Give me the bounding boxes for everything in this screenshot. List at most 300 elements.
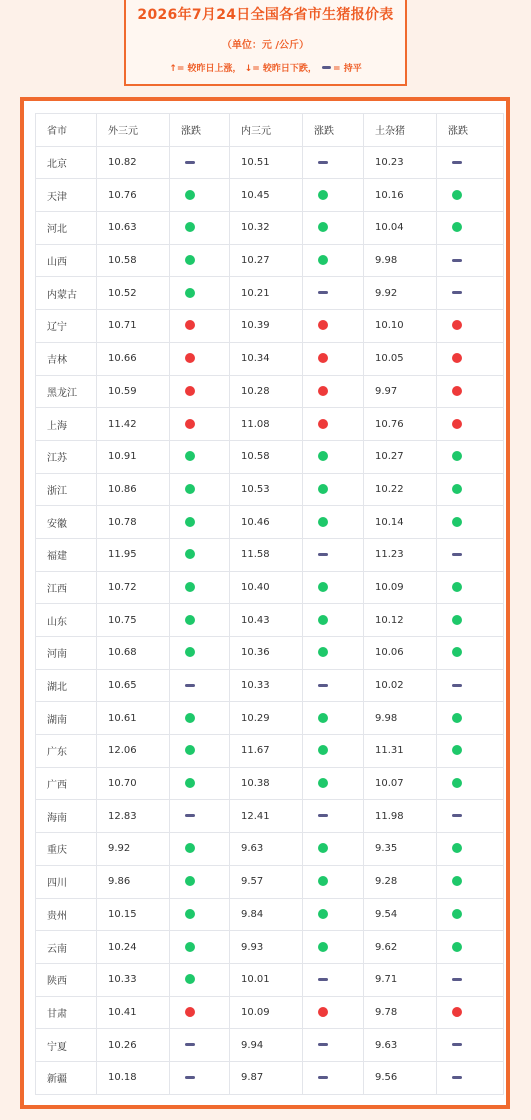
- nei-change-cell: [303, 996, 364, 1029]
- nei-price-cell: 10.29: [230, 702, 303, 735]
- tu-change-cell: [437, 571, 504, 604]
- tu-change-cell: [437, 702, 504, 735]
- table-row: [36, 702, 504, 735]
- down-dot-icon: [318, 190, 328, 200]
- down-dot-icon: [318, 615, 328, 625]
- table-row: [36, 963, 504, 996]
- nei-change-cell: [303, 571, 364, 604]
- up-dot-icon: [318, 320, 328, 330]
- wai-change-cell: [170, 375, 230, 408]
- up-dot-icon: [452, 353, 462, 363]
- up-dot-icon: [185, 1007, 195, 1017]
- table-row: [36, 571, 504, 604]
- table-row: [36, 669, 504, 702]
- wai-price-cell: 10.68: [97, 637, 170, 670]
- wai-price-cell: 10.52: [97, 277, 170, 310]
- tu-price-cell: 10.14: [364, 506, 437, 539]
- wai-price-cell: 10.63: [97, 212, 170, 245]
- down-dot-icon: [452, 222, 462, 232]
- province-cell: 江西: [36, 571, 97, 604]
- wai-price-cell: 10.91: [97, 440, 170, 473]
- tu-price-cell: 9.92: [364, 277, 437, 310]
- nei-change-cell: [303, 473, 364, 506]
- down-dot-icon: [185, 484, 195, 494]
- flat-dash-icon: [318, 291, 328, 294]
- up-dot-icon: [452, 320, 462, 330]
- down-dot-icon: [185, 909, 195, 919]
- nei-price-cell: 11.58: [230, 538, 303, 571]
- nei-price-cell: 10.36: [230, 637, 303, 670]
- nei-change-cell: [303, 865, 364, 898]
- down-dot-icon: [185, 517, 195, 527]
- tu-change-cell: [437, 735, 504, 768]
- flat-dash-icon: [452, 978, 462, 981]
- flat-dash-icon: [318, 1076, 328, 1079]
- wai-change-cell: [170, 342, 230, 375]
- wai-change-cell: [170, 212, 230, 245]
- wai-price-cell: 9.92: [97, 833, 170, 866]
- table-row: [36, 473, 504, 506]
- province-cell: 陕西: [36, 963, 97, 996]
- column-header-nei-san-yuan: 内三元: [230, 114, 303, 147]
- down-dot-icon: [452, 713, 462, 723]
- wai-change-cell: [170, 996, 230, 1029]
- nei-price-cell: 10.32: [230, 212, 303, 245]
- down-dot-icon: [452, 876, 462, 886]
- wai-change-cell: [170, 767, 230, 800]
- wai-price-cell: 10.65: [97, 669, 170, 702]
- table-row: [36, 931, 504, 964]
- down-dot-icon: [318, 255, 328, 265]
- wai-price-cell: 10.15: [97, 898, 170, 931]
- province-cell: 安徽: [36, 506, 97, 539]
- flat-dash-icon: [185, 161, 195, 164]
- province-cell: 山西: [36, 244, 97, 277]
- tu-change-cell: [437, 604, 504, 637]
- nei-price-cell: 9.94: [230, 1029, 303, 1062]
- flat-dash-icon: [185, 814, 195, 817]
- down-dot-icon: [185, 451, 195, 461]
- tu-price-cell: 10.12: [364, 604, 437, 637]
- province-cell: 贵州: [36, 898, 97, 931]
- down-dot-icon: [452, 190, 462, 200]
- down-dot-icon: [185, 190, 195, 200]
- table-row: [36, 996, 504, 1029]
- nei-price-cell: 10.09: [230, 996, 303, 1029]
- wai-price-cell: 10.86: [97, 473, 170, 506]
- table-row: [36, 865, 504, 898]
- nei-price-cell: 10.46: [230, 506, 303, 539]
- nei-change-cell: [303, 506, 364, 539]
- up-dot-icon: [318, 1007, 328, 1017]
- tu-change-cell: [437, 833, 504, 866]
- wai-price-cell: 10.61: [97, 702, 170, 735]
- wai-change-cell: [170, 931, 230, 964]
- nei-price-cell: 9.93: [230, 931, 303, 964]
- table-row: [36, 408, 504, 441]
- nei-price-cell: 10.28: [230, 375, 303, 408]
- down-dot-icon: [185, 615, 195, 625]
- province-cell: 北京: [36, 146, 97, 179]
- table-row: [36, 767, 504, 800]
- province-cell: 重庆: [36, 833, 97, 866]
- column-header-nei-change: 涨跌: [303, 114, 364, 147]
- down-dot-icon: [318, 517, 328, 527]
- province-cell: 天津: [36, 179, 97, 212]
- tu-change-cell: [437, 865, 504, 898]
- wai-price-cell: 10.72: [97, 571, 170, 604]
- flat-dash-icon: [318, 1043, 328, 1046]
- up-dot-icon: [452, 1007, 462, 1017]
- report-header: [124, 0, 407, 86]
- tu-price-cell: 10.05: [364, 342, 437, 375]
- report-title: 2026年7月24日全国各省市生猪报价表: [137, 7, 394, 23]
- table-body: [36, 146, 504, 1094]
- down-dot-icon: [185, 713, 195, 723]
- nei-change-cell: [303, 212, 364, 245]
- down-dot-icon: [452, 451, 462, 461]
- tu-change-cell: [437, 996, 504, 1029]
- wai-price-cell: 9.86: [97, 865, 170, 898]
- province-cell: 四川: [36, 865, 97, 898]
- down-dot-icon: [452, 647, 462, 657]
- flat-dash-icon: [185, 1076, 195, 1079]
- nei-change-cell: [303, 800, 364, 833]
- tu-price-cell: 10.09: [364, 571, 437, 604]
- wai-price-cell: 12.06: [97, 735, 170, 768]
- wai-price-cell: 10.75: [97, 604, 170, 637]
- tu-change-cell: [437, 506, 504, 539]
- tu-change-cell: [437, 931, 504, 964]
- flat-dash-icon: [318, 814, 328, 817]
- up-dot-icon: [185, 320, 195, 330]
- tu-change-cell: [437, 1029, 504, 1062]
- tu-price-cell: 9.71: [364, 963, 437, 996]
- tu-price-cell: 9.62: [364, 931, 437, 964]
- price-table: [35, 113, 504, 1095]
- nei-price-cell: 10.34: [230, 342, 303, 375]
- wai-price-cell: 11.95: [97, 538, 170, 571]
- table-row: [36, 735, 504, 768]
- flat-dash-icon: [452, 259, 462, 262]
- province-cell: 吉林: [36, 342, 97, 375]
- nei-change-cell: [303, 702, 364, 735]
- down-dot-icon: [185, 549, 195, 559]
- tu-price-cell: 11.98: [364, 800, 437, 833]
- nei-change-cell: [303, 637, 364, 670]
- wai-change-cell: [170, 244, 230, 277]
- table-row: [36, 440, 504, 473]
- wai-price-cell: 10.58: [97, 244, 170, 277]
- wai-change-cell: [170, 440, 230, 473]
- down-dot-icon: [185, 745, 195, 755]
- flat-dash-icon: [452, 1076, 462, 1079]
- wai-price-cell: 10.59: [97, 375, 170, 408]
- down-dot-icon: [185, 582, 195, 592]
- tu-price-cell: 9.97: [364, 375, 437, 408]
- tu-price-cell: 10.23: [364, 146, 437, 179]
- down-dot-icon: [452, 517, 462, 527]
- province-cell: 海南: [36, 800, 97, 833]
- tu-price-cell: 10.10: [364, 310, 437, 343]
- table-row: [36, 310, 504, 343]
- tu-change-cell: [437, 440, 504, 473]
- table-frame: [20, 97, 510, 1109]
- nei-price-cell: 9.84: [230, 898, 303, 931]
- up-dot-icon: [318, 386, 328, 396]
- column-header-tu-za-zhu: 土杂猪: [364, 114, 437, 147]
- province-cell: 甘肃: [36, 996, 97, 1029]
- nei-price-cell: 10.40: [230, 571, 303, 604]
- table-row: [36, 637, 504, 670]
- table-row: [36, 833, 504, 866]
- tu-price-cell: 10.16: [364, 179, 437, 212]
- nei-price-cell: 12.41: [230, 800, 303, 833]
- table-row: [36, 506, 504, 539]
- table-row: [36, 604, 504, 637]
- tu-change-cell: [437, 538, 504, 571]
- wai-change-cell: [170, 408, 230, 441]
- down-dot-icon: [318, 484, 328, 494]
- nei-price-cell: 9.87: [230, 1061, 303, 1094]
- province-cell: 江苏: [36, 440, 97, 473]
- table-row: [36, 146, 504, 179]
- nei-change-cell: [303, 244, 364, 277]
- up-dot-icon: [318, 353, 328, 363]
- wai-change-cell: [170, 179, 230, 212]
- wai-price-cell: 10.71: [97, 310, 170, 343]
- down-dot-icon: [318, 222, 328, 232]
- flat-dash-icon: [185, 1043, 195, 1046]
- table-row: [36, 179, 504, 212]
- tu-price-cell: 9.63: [364, 1029, 437, 1062]
- nei-change-cell: [303, 1029, 364, 1062]
- tu-change-cell: [437, 277, 504, 310]
- flat-dash-icon: [318, 684, 328, 687]
- flat-dash-icon: [452, 814, 462, 817]
- table-row: [36, 375, 504, 408]
- tu-change-cell: [437, 767, 504, 800]
- up-dot-icon: [185, 353, 195, 363]
- down-dot-icon: [185, 222, 195, 232]
- nei-price-cell: 11.67: [230, 735, 303, 768]
- tu-change-cell: [437, 244, 504, 277]
- down-dot-icon: [185, 876, 195, 886]
- wai-change-cell: [170, 800, 230, 833]
- nei-change-cell: [303, 440, 364, 473]
- down-dot-icon: [452, 484, 462, 494]
- tu-price-cell: 9.28: [364, 865, 437, 898]
- province-cell: 广东: [36, 735, 97, 768]
- nei-price-cell: 10.01: [230, 963, 303, 996]
- province-cell: 湖南: [36, 702, 97, 735]
- tu-change-cell: [437, 963, 504, 996]
- province-cell: 辽宁: [36, 310, 97, 343]
- table-header-row: [36, 114, 504, 147]
- wai-change-cell: [170, 310, 230, 343]
- tu-change-cell: [437, 375, 504, 408]
- nei-price-cell: 10.33: [230, 669, 303, 702]
- down-dot-icon: [452, 843, 462, 853]
- tu-change-cell: [437, 212, 504, 245]
- wai-price-cell: 10.78: [97, 506, 170, 539]
- flat-dash-icon: [452, 1043, 462, 1046]
- province-cell: 上海: [36, 408, 97, 441]
- nei-price-cell: 10.38: [230, 767, 303, 800]
- tu-price-cell: 9.56: [364, 1061, 437, 1094]
- province-cell: 云南: [36, 931, 97, 964]
- tu-change-cell: [437, 473, 504, 506]
- down-dot-icon: [452, 909, 462, 919]
- tu-price-cell: 11.31: [364, 735, 437, 768]
- legend-down-text: ↓= 较昨日下跌，: [244, 64, 317, 74]
- wai-change-cell: [170, 702, 230, 735]
- table-row: [36, 898, 504, 931]
- wai-price-cell: 10.82: [97, 146, 170, 179]
- tu-change-cell: [437, 146, 504, 179]
- province-cell: 福建: [36, 538, 97, 571]
- tu-price-cell: 10.06: [364, 637, 437, 670]
- province-cell: 广西: [36, 767, 97, 800]
- table-row: [36, 244, 504, 277]
- tu-price-cell: 10.22: [364, 473, 437, 506]
- down-dot-icon: [318, 582, 328, 592]
- down-dot-icon: [185, 974, 195, 984]
- wai-change-cell: [170, 898, 230, 931]
- tu-price-cell: 9.98: [364, 244, 437, 277]
- nei-change-cell: [303, 767, 364, 800]
- nei-change-cell: [303, 342, 364, 375]
- wai-change-cell: [170, 604, 230, 637]
- nei-change-cell: [303, 931, 364, 964]
- province-cell: 河南: [36, 637, 97, 670]
- province-cell: 宁夏: [36, 1029, 97, 1062]
- nei-price-cell: 9.63: [230, 833, 303, 866]
- flat-dash-icon: [452, 684, 462, 687]
- wai-price-cell: 10.66: [97, 342, 170, 375]
- tu-change-cell: [437, 179, 504, 212]
- nei-price-cell: 10.45: [230, 179, 303, 212]
- wai-change-cell: [170, 637, 230, 670]
- nei-change-cell: [303, 277, 364, 310]
- tu-price-cell: 9.35: [364, 833, 437, 866]
- tu-price-cell: 11.23: [364, 538, 437, 571]
- wai-change-cell: [170, 833, 230, 866]
- nei-change-cell: [303, 146, 364, 179]
- down-dot-icon: [318, 909, 328, 919]
- table-row: [36, 277, 504, 310]
- down-dot-icon: [318, 745, 328, 755]
- down-dot-icon: [318, 713, 328, 723]
- down-dot-icon: [452, 942, 462, 952]
- table-row: [36, 212, 504, 245]
- province-cell: 河北: [36, 212, 97, 245]
- down-dot-icon: [185, 843, 195, 853]
- down-dot-icon: [185, 647, 195, 657]
- up-dot-icon: [185, 386, 195, 396]
- wai-change-cell: [170, 538, 230, 571]
- flat-dash-icon: [322, 66, 331, 69]
- legend-flat-text: = 持平: [333, 64, 362, 74]
- nei-price-cell: 9.57: [230, 865, 303, 898]
- flat-dash-icon: [185, 684, 195, 687]
- wai-change-cell: [170, 1061, 230, 1094]
- down-dot-icon: [318, 942, 328, 952]
- nei-change-cell: [303, 179, 364, 212]
- nei-change-cell: [303, 898, 364, 931]
- wai-change-cell: [170, 1029, 230, 1062]
- down-dot-icon: [318, 647, 328, 657]
- nei-change-cell: [303, 735, 364, 768]
- province-cell: 黑龙江: [36, 375, 97, 408]
- table-row: [36, 538, 504, 571]
- nei-change-cell: [303, 1061, 364, 1094]
- tu-change-cell: [437, 637, 504, 670]
- down-dot-icon: [185, 255, 195, 265]
- tu-change-cell: [437, 898, 504, 931]
- flat-dash-icon: [318, 161, 328, 164]
- wai-change-cell: [170, 277, 230, 310]
- nei-change-cell: [303, 538, 364, 571]
- down-dot-icon: [185, 288, 195, 298]
- wai-price-cell: 10.76: [97, 179, 170, 212]
- nei-change-cell: [303, 375, 364, 408]
- tu-price-cell: 10.07: [364, 767, 437, 800]
- nei-price-cell: 10.58: [230, 440, 303, 473]
- down-dot-icon: [452, 778, 462, 788]
- nei-price-cell: 10.27: [230, 244, 303, 277]
- table-row: [36, 342, 504, 375]
- tu-change-cell: [437, 310, 504, 343]
- tu-price-cell: 10.76: [364, 408, 437, 441]
- wai-price-cell: 10.24: [97, 931, 170, 964]
- table-row: [36, 1061, 504, 1094]
- down-dot-icon: [318, 778, 328, 788]
- nei-price-cell: 10.43: [230, 604, 303, 637]
- unit-note: （单位：元 /公斤）: [221, 40, 310, 51]
- nei-price-cell: 10.21: [230, 277, 303, 310]
- flat-dash-icon: [318, 978, 328, 981]
- tu-change-cell: [437, 408, 504, 441]
- tu-price-cell: 10.27: [364, 440, 437, 473]
- nei-price-cell: 10.53: [230, 473, 303, 506]
- tu-price-cell: 9.54: [364, 898, 437, 931]
- tu-change-cell: [437, 342, 504, 375]
- flat-dash-icon: [452, 553, 462, 556]
- legend: [126, 61, 405, 74]
- wai-change-cell: [170, 473, 230, 506]
- tu-change-cell: [437, 669, 504, 702]
- province-cell: 湖北: [36, 669, 97, 702]
- wai-price-cell: 10.33: [97, 963, 170, 996]
- nei-change-cell: [303, 604, 364, 637]
- nei-change-cell: [303, 408, 364, 441]
- wai-change-cell: [170, 146, 230, 179]
- province-cell: 浙江: [36, 473, 97, 506]
- wai-change-cell: [170, 571, 230, 604]
- nei-change-cell: [303, 669, 364, 702]
- wai-change-cell: [170, 735, 230, 768]
- wai-change-cell: [170, 669, 230, 702]
- flat-dash-icon: [318, 553, 328, 556]
- wai-change-cell: [170, 865, 230, 898]
- tu-change-cell: [437, 800, 504, 833]
- up-dot-icon: [452, 419, 462, 429]
- wai-change-cell: [170, 506, 230, 539]
- wai-price-cell: 11.42: [97, 408, 170, 441]
- flat-dash-icon: [452, 291, 462, 294]
- up-dot-icon: [318, 419, 328, 429]
